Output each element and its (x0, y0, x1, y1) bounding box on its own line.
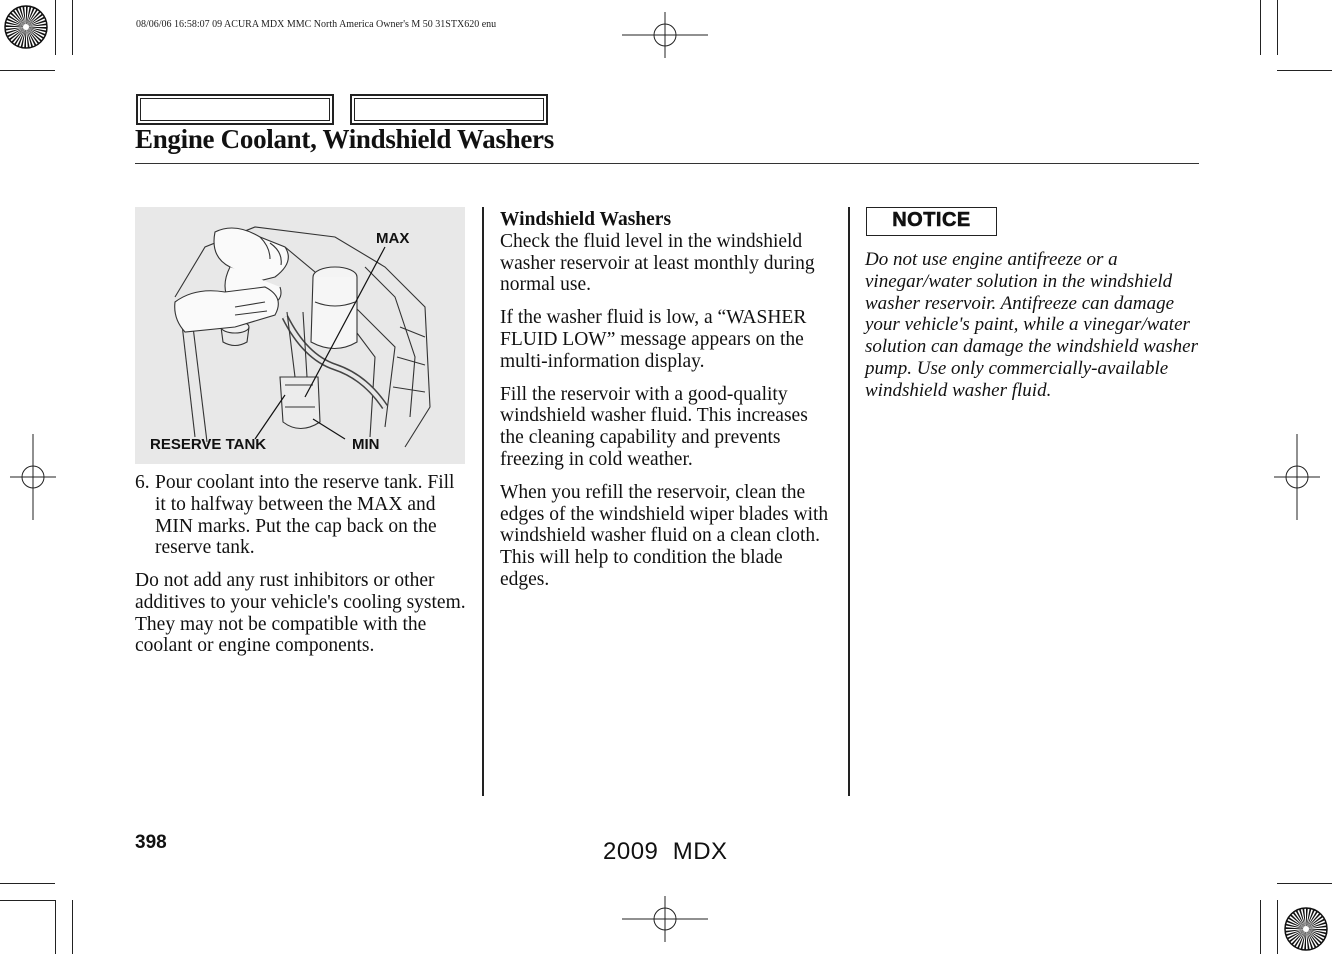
paragraph: When you refill the reservoir, clean the edges of the windshield wiper blades with windshield washer fluid on a clean cloth. This will help to condition the blade edges. (500, 481, 829, 590)
page-title: Engine Coolant, Windshield Washers (135, 124, 554, 154)
crop-mark (0, 900, 55, 901)
crop-mark (72, 0, 73, 55)
additives-warning-paragraph: Do not add any rust inhibitors or other additives to your vehicle's cooling system. They may not be compatible with the coolant or engine components. (135, 570, 466, 657)
starburst-registration-icon (1283, 906, 1329, 952)
coolant-reserve-tank-illustration (135, 207, 465, 464)
registration-target-icon (1274, 434, 1320, 520)
crop-mark (55, 0, 56, 55)
windshield-washers-section (500, 209, 835, 602)
paragraph: Fill the reservoir with a good-quality windshield washer fluid. This increases the cleaning capability and prevents freezing in cold weather. (500, 383, 808, 470)
title-rule (135, 163, 1199, 164)
engine-bay-drawing (135, 207, 465, 464)
section-tab-box (350, 94, 548, 125)
crop-mark (0, 883, 55, 884)
section-heading: Windshield Washers (500, 209, 672, 230)
notice-text: Do not use engine antifreeze or a vinegar/water solution in the windshield washer reservoir. Antifreeze can damage your vehicle's paint, while a vinegar/water solution can damage the windshield washer pump. Use only commercially-available windshield washer fluid. (865, 249, 1199, 401)
page-number: 398 (135, 832, 167, 853)
notice-badge (866, 207, 997, 236)
max-label: MAX (376, 230, 410, 247)
registration-target-icon (620, 896, 710, 942)
paragraph: Check the fluid level in the windshield washer reservoir at least monthly during normal use. (500, 230, 815, 296)
crop-mark (1277, 70, 1332, 71)
column-divider (482, 207, 484, 796)
footer-model: 2009 MDX (603, 838, 728, 865)
column-divider (848, 207, 850, 796)
crop-mark (0, 70, 55, 71)
notice-label: NOTICE (892, 209, 971, 231)
crop-mark (1277, 883, 1332, 884)
starburst-registration-icon (3, 4, 49, 50)
crop-mark (1277, 900, 1278, 954)
section-tab-box (136, 94, 334, 125)
step-6 (135, 472, 470, 559)
step-number: 6. (135, 472, 150, 493)
registration-target-icon (10, 434, 56, 520)
crop-mark (1277, 0, 1278, 55)
crop-mark (1260, 900, 1261, 954)
crop-mark (72, 900, 73, 954)
paragraph: If the washer fluid is low, a “WASHER FLUID LOW” message appears on the multi-information display. (500, 307, 807, 372)
registration-target-icon (620, 12, 710, 58)
crop-mark (55, 900, 56, 954)
min-label: MIN (352, 436, 380, 453)
step-text: Pour coolant into the reserve tank. Fill it to halfway between the MAX and MIN marks. Put the cap back on the reserve tank. (155, 472, 455, 559)
crop-mark (1260, 0, 1261, 55)
print-header: 08/06/06 16:58:07 09 ACURA MDX MMC North America Owner's M 50 31STX620 enu (136, 19, 497, 30)
reserve-tank-label: RESERVE TANK (150, 436, 267, 453)
